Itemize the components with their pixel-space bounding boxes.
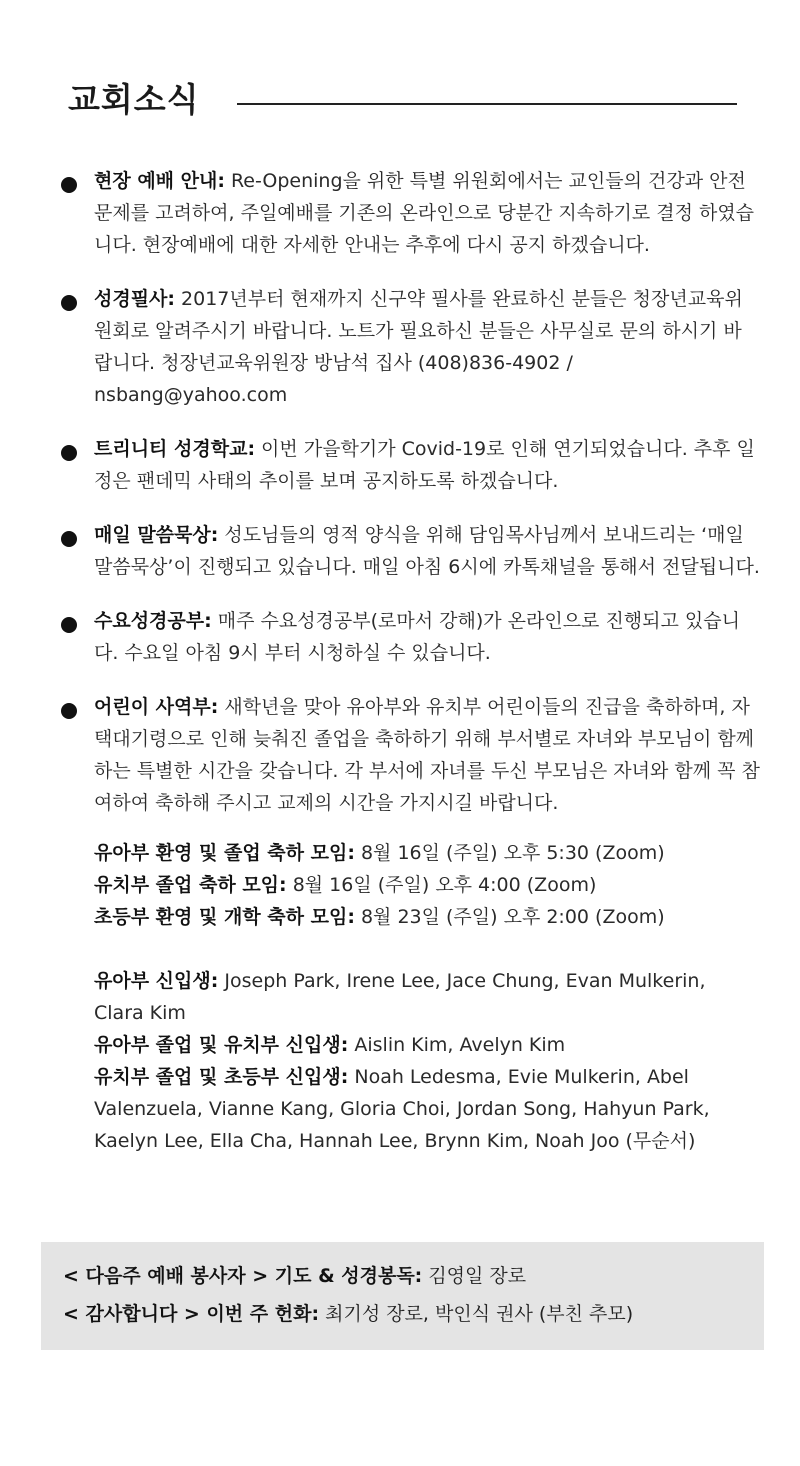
- footer-servants-label: < 다음주 예배 봉사자 > 기도 & 성경봉독:: [63, 1265, 423, 1287]
- news-item-text: 매주 수요성경공부(로마서 강해)가 온라인으로 진행되고 있습니다. 수요일 아침 9시 부터 시청하실 수 있습니다.: [94, 610, 740, 664]
- footer-servants: [63, 1260, 526, 1292]
- news-item-bible-copy: [0, 283, 800, 411]
- footer-servants-text: 김영일 장로: [428, 1265, 527, 1287]
- news-item-label: 어린이 사역부:: [94, 696, 219, 718]
- event-label: 유아부 환영 및 졸업 축하 모임:: [94, 842, 355, 864]
- news-item-label: 매일 말씀묵상:: [94, 524, 219, 546]
- event-text: 8월 23일 (주일) 오후 2:00 (Zoom): [360, 906, 665, 928]
- student-text: Aislin Kim, Avelyn Kim: [354, 1034, 566, 1056]
- news-item-meditation: [0, 519, 800, 583]
- event-text: 8월 16일 (주일) 오후 5:30 (Zoom): [360, 842, 665, 864]
- news-item-label: 성경필사:: [94, 288, 176, 310]
- event-item: [94, 837, 760, 869]
- student-text: Noah Ledesma, Evie Mulkerin, Abel Valenzuela, Vianne Kang, Gloria Choi, Jordan Song, Hahyun Park, Kaelyn Lee, Ella Cha, Hannah Lee, Brynn Kim, Noah Joo (무순서): [94, 1066, 710, 1152]
- news-item-text: 새학년을 맞아 유아부와 유치부 어린이들의 진급을 축하하며, 자택대기령으로 인해 늦춰진 졸업을 축하하기 위해 부서별로 자녀와 부모님이 함께 하는 특별한 시간을 갖습니다. 각 부서에 자녀를 두신 부모님은 자녀와 함께 꼭 참여하여 축하해 주시고 교제의 시간을 가지시길 바랍니다.: [94, 696, 760, 814]
- footer-thanks-text: 최기성 장로, 박인식 권사 (부친 추모): [325, 1303, 634, 1325]
- student-item: [94, 965, 760, 1029]
- news-item-worship: [0, 165, 800, 261]
- student-item: [94, 1029, 760, 1061]
- footer-box: [41, 1242, 764, 1350]
- page-title: 교회소식: [68, 80, 200, 119]
- bullet-icon: [61, 617, 77, 633]
- bullet-icon: [61, 445, 77, 461]
- footer-thanks-label: < 감사합니다 > 이번 주 헌화:: [63, 1303, 320, 1325]
- student-label: 유아부 졸업 및 유치부 신입생:: [94, 1034, 349, 1056]
- footer-thanks: [63, 1298, 633, 1330]
- news-item-text: 이번 가을학기가 Covid-19로 인해 연기되었습니다. 추후 일정은 팬데믹 사태의 추이를 보며 공지하도록 하겠습니다.: [94, 438, 755, 492]
- news-item-label: 트리니티 성경학교:: [94, 438, 256, 460]
- bullet-icon: [61, 177, 77, 193]
- student-text: Joseph Park, Irene Lee, Jace Chung, Evan Mulkerin, Clara Kim: [94, 970, 706, 1024]
- student-label: 유치부 졸업 및 초등부 신입생:: [94, 1066, 349, 1088]
- news-item-children-ministry: [0, 691, 800, 819]
- event-item: [94, 869, 760, 901]
- news-item-text: 성도님들의 영적 양식을 위해 담임목사님께서 보내드리는 ‘매일 말씀묵상’이 진행되고 있습니다. 매일 아침 6시에 카톡채널을 통해서 전달됩니다.: [94, 524, 760, 578]
- event-label: 초등부 환영 및 개학 축하 모임:: [94, 906, 355, 928]
- news-item-label: 수요성경공부:: [94, 610, 212, 632]
- event-label: 유치부 졸업 축하 모임:: [94, 874, 287, 896]
- student-item: [94, 1061, 760, 1157]
- event-item: [94, 901, 760, 933]
- event-list: [0, 837, 800, 1157]
- event-text: 8월 16일 (주일) 오후 4:00 (Zoom): [292, 874, 597, 896]
- news-list: [0, 165, 800, 1157]
- title-rule: [237, 103, 737, 105]
- bullet-icon: [61, 531, 77, 547]
- news-item-text: 2017년부터 현재까지 신구약 필사를 완료하신 분들은 청장년교육위원회로 알려주시기 바랍니다. 노트가 필요하신 분들은 사무실로 문의 하시기 바랍니다. 청장년교육위원장 방남석 집사 (408)836-4902 / nsbang@yahoo.com: [94, 288, 743, 406]
- news-item-label: 현장 예배 안내:: [94, 170, 225, 192]
- student-label: 유아부 신입생:: [94, 970, 219, 992]
- bullet-icon: [61, 295, 77, 311]
- news-item-text: Re-Opening을 위한 특별 위원회에서는 교인들의 건강과 안전문제를 고려하여, 주일예배를 기존의 온라인으로 당분간 지속하기로 결정 하였습니다. 현장예배에 대한 자세한 안내는 추후에 다시 공지 하겠습니다.: [94, 170, 755, 256]
- news-item-wednesday-study: [0, 605, 800, 669]
- bullet-icon: [61, 703, 77, 719]
- news-item-trinity: [0, 433, 800, 497]
